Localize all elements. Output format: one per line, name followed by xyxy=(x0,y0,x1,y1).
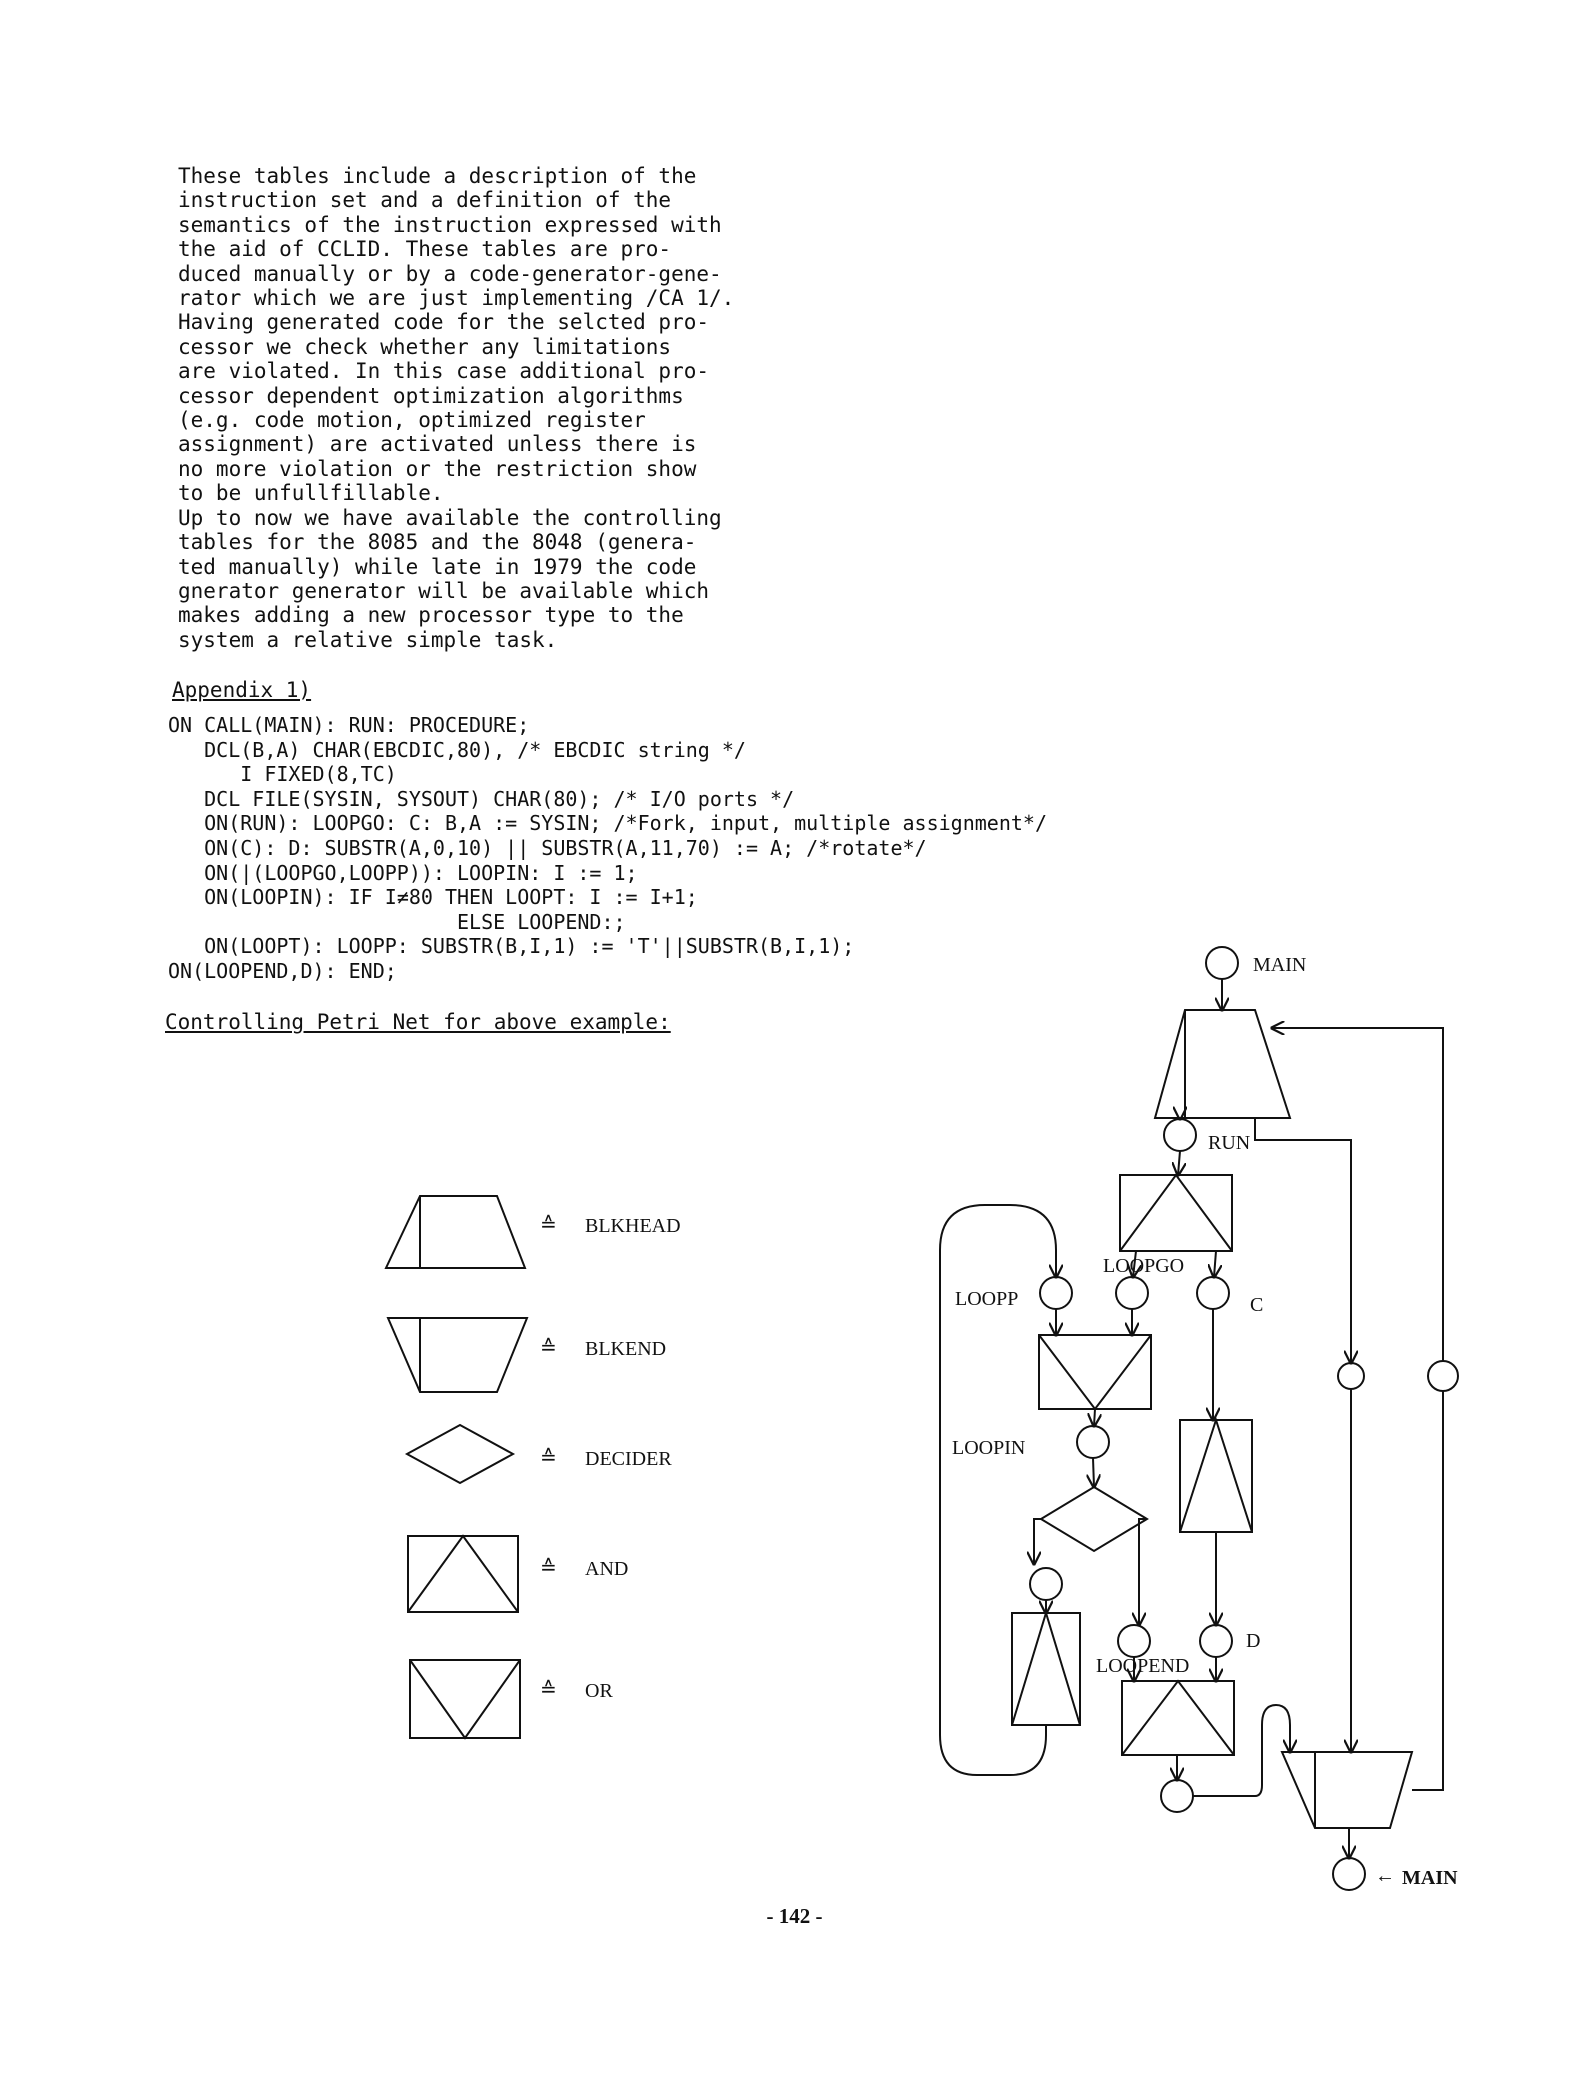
code-line: DCL(B,A) CHAR(EBCDIC,80), /* EBCDIC string */ xyxy=(168,737,746,762)
intro-line: no more violation or the restriction show xyxy=(178,456,697,481)
code-line: ON(C): D: SUBSTR(A,0,10) || SUBSTR(A,11,70) := A; /*rotate*/ xyxy=(168,835,927,860)
code-line: ON(LOOPIN): IF I≠80 THEN LOOPT: I := I+1; xyxy=(168,885,698,910)
intro-line: tables for the 8085 and the 8048 (genera- xyxy=(178,530,697,555)
legend-label-blkhead: BLKHEAD xyxy=(585,1215,681,1237)
place-run xyxy=(1164,1119,1196,1151)
label-loopgo: LOOPGO xyxy=(1103,1255,1185,1277)
legend-equiv-5: ≙ xyxy=(540,1679,557,1701)
label-loopp: LOOPP xyxy=(955,1288,1019,1310)
intro-line: system a relative simple task. xyxy=(178,627,558,652)
place-loopin xyxy=(1077,1426,1109,1458)
place-loopt xyxy=(1030,1568,1062,1600)
blkhead-transition xyxy=(1155,1010,1290,1118)
legend-and-shape xyxy=(408,1536,518,1612)
legend-blkhead-shape xyxy=(386,1196,525,1268)
appendix-heading: Appendix 1) xyxy=(172,678,312,702)
legend-label-decider: DECIDER xyxy=(585,1448,672,1470)
page-number: - 142 - xyxy=(766,1904,823,1928)
place-main-bottom xyxy=(1333,1858,1365,1890)
label-c: C xyxy=(1250,1294,1264,1316)
or-transition-loop xyxy=(1039,1335,1151,1409)
code-line: ON CALL(MAIN): RUN: PROCEDURE; xyxy=(168,713,530,737)
code-line: I FIXED(8,TC) xyxy=(168,762,397,787)
legend-equiv-3: ≙ xyxy=(540,1447,557,1469)
legend-label-or: OR xyxy=(585,1680,613,1702)
intro-line: ted manually) while late in 1979 the code xyxy=(178,554,697,579)
label-run: RUN xyxy=(1208,1132,1251,1154)
intro-line: instruction set and a definition of the xyxy=(178,188,672,213)
intro-line: cessor we check whether any limitations xyxy=(178,334,672,359)
place-right-1 xyxy=(1338,1363,1364,1389)
label-main-bottom: MAIN xyxy=(1402,1867,1458,1889)
arrow-glyph: ← xyxy=(1375,1865,1395,1887)
and-transition-loopt xyxy=(1012,1613,1080,1725)
legend-labels xyxy=(540,1214,681,1702)
code-line: ON(LOOPT): LOOPP: SUBSTR(B,I,1) := 'T'||SUBSTR(B,I,1); xyxy=(168,934,855,959)
legend-equiv-1: ≙ xyxy=(540,1214,557,1236)
blkend-transition xyxy=(1282,1752,1412,1828)
place-loopgo xyxy=(1116,1277,1148,1309)
intro-line: makes adding a new processor type to the xyxy=(178,603,684,628)
intro-line: are violated. In this case additional pro- xyxy=(178,359,710,384)
decider xyxy=(1041,1487,1147,1551)
legend-equiv-4: ≙ xyxy=(540,1557,557,1579)
petri-net-heading: Controlling Petri Net for above example: xyxy=(165,1010,671,1034)
intro-line: Up to now we have available the controlling xyxy=(178,505,722,530)
place-c xyxy=(1197,1277,1229,1309)
place-main-top xyxy=(1206,947,1238,979)
and-transition-run xyxy=(1120,1175,1232,1251)
legend xyxy=(386,1196,527,1738)
label-d: D xyxy=(1246,1630,1261,1652)
place-loopp xyxy=(1040,1277,1072,1309)
place-loopend xyxy=(1118,1625,1150,1657)
code-line: ELSE LOOPEND:; xyxy=(168,909,626,934)
legend-label-and: AND xyxy=(585,1558,629,1580)
intro-line: to be unfullfillable. xyxy=(178,481,444,506)
place-end xyxy=(1161,1780,1193,1812)
place-d xyxy=(1200,1625,1232,1657)
intro-line: duced manually or by a code-generator-gene- xyxy=(178,261,722,286)
code-line: ON(|(LOOPGO,LOOPP)): LOOPIN: I := 1; xyxy=(168,860,638,885)
intro-line: rator which we are just implementing /CA 1/. xyxy=(178,286,735,311)
label-main-top: MAIN xyxy=(1253,954,1307,976)
code-line: ON(RUN): LOOPGO: C: B,A := SYSIN; /*Fork, input, multiple assignment*/ xyxy=(168,811,1047,836)
intro-line: (e.g. code motion, optimized register xyxy=(178,408,646,433)
code-line: ON(LOOPEND,D): END; xyxy=(168,958,397,983)
place-right-2 xyxy=(1428,1361,1458,1391)
label-loopend: LOOPEND xyxy=(1096,1655,1190,1677)
code-line: DCL FILE(SYSIN, SYSOUT) CHAR(80); /* I/O ports */ xyxy=(168,786,795,811)
intro-line: Having generated code for the selcted pro- xyxy=(178,310,710,335)
intro-line: gnerator generator will be available which xyxy=(178,578,710,603)
legend-blkend-shape xyxy=(388,1318,527,1392)
legend-equiv-2: ≙ xyxy=(540,1337,557,1359)
intro-line: cessor dependent optimization algorithms xyxy=(178,383,684,408)
legend-decider-shape xyxy=(407,1425,513,1483)
legend-or-shape xyxy=(410,1660,520,1738)
intro-line: assignment) are activated unless there is xyxy=(178,432,697,457)
and-transition-end xyxy=(1122,1681,1234,1755)
legend-label-blkend: BLKEND xyxy=(585,1338,667,1360)
and-transition-c xyxy=(1180,1420,1252,1532)
intro-line: the aid of CCLID. These tables are pro- xyxy=(178,237,672,262)
intro-line: These tables include a description of the xyxy=(178,164,697,188)
label-loopin: LOOPIN xyxy=(952,1437,1026,1459)
intro-line: semantics of the instruction expressed with xyxy=(178,212,722,237)
